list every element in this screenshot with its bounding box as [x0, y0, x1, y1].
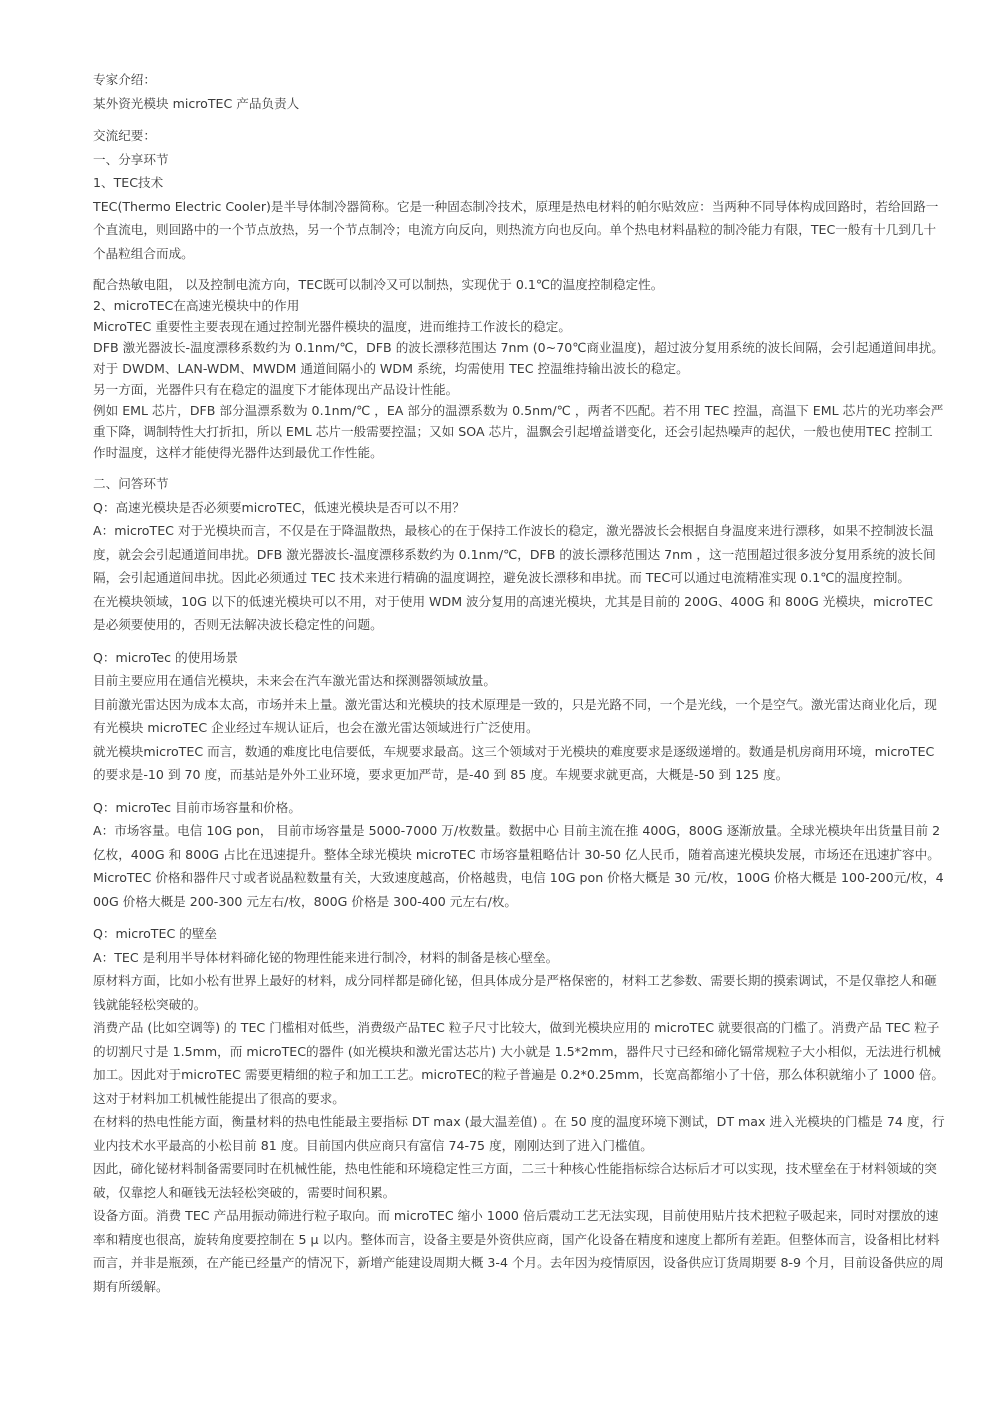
paragraph-thermistor: 配合热敏电阻， 以及控制电流方向，TEC既可以制冷又可以制热，实现优于 0.1℃的温度控制稳定性。 [93, 277, 664, 292]
expert-heading: 专家介绍： [93, 72, 156, 87]
paragraph-eml-soa: 例如 EML 芯片，DFB 部分温漂系数为 0.1nm/℃ ，EA 部分的温漂系数为 0.5nm/℃ ，两者不匹配。若不用 TEC 控温，高温下 EML 芯片的光功率会严重下降，调制特性大打折扣，所以 EML 芯片一般需要控温；又如 SOA 芯片，温飘会引起增益谱变化，还会引起热噪声的起伏，一般也使用TEC 控制工作时温度，这样才能使得光器件达到最优工作性能。 [93, 403, 944, 460]
answer-4-part-2: 原材料方面，比如小松有世界上最好的材料，成分同样都是碲化铋，但具体成分是严格保密的，材料工艺参数、需要长期的摸索调试，不是仅靠挖人和砸钱就能轻松突破的。 [93, 973, 937, 1012]
document-page [93, 68, 945, 1298]
answer-2-part-1: 目前主要应用在通信光模块，未来会在汽车激光雷达和探测器领域放量。 [93, 673, 496, 688]
question-2: Q：microTec 的使用场景 [93, 649, 238, 665]
answer-4-part-5: 因此，碲化铋材料制备需要同时在机械性能，热电性能和环境稳定性三方面，二三十种核心性能指标综合达标后才可以实现，技术壁垒在于材料领域的突破，仅靠挖人和砸钱无法轻松突破的，需要时间积累。 [93, 1161, 937, 1200]
answer-3-part-1: A：市场容量。电信 10G pon， 目前市场容量是 5000-7000 万/枚数量。数据中心 目前主流在推 400G，800G 逐渐放量。全球光模块年出货量目前 2 亿枚，400G 和 800G 占比在迅速提升。整体全球光模块 microTEC 市场容量粗略估计 30-50 亿人民币，随着高速光模块发展，市场还在迅速扩容中。 [93, 823, 941, 862]
answer-4-part-4: 在材料的热电性能方面，衡量材料的热电性能最主要指标 DT max (最大温差值) 。在 50 度的温度环境下测试，DT max 进入光模块的门槛是 74 度，行业内技术水平最高的小松目前 81 度。目前国内供应商只有富信 74-75 度，刚刚达到了进入门槛值。 [93, 1114, 945, 1153]
minutes-heading: 交流纪要： [93, 128, 156, 143]
subsection-tec-heading: 1、TEC技术 [93, 175, 164, 190]
question-3: Q：microTec 目前市场容量和价格。 [93, 799, 301, 815]
subsection-microtec-heading: 2、microTEC在高速光模块中的作用 [93, 298, 300, 313]
section-qa-heading: 二、问答环节 [93, 476, 169, 491]
section-sharing-heading: 一、分享环节 [93, 151, 169, 167]
answer-1: A：microTEC 对于光模块而言，不仅是在于降温散热，最核心的在于保持工作波长的稳定，激光器波长会根据自身温度来进行漂移，如果不控制波长温度，就会会引起通道间串扰。DFB 激光器波长-温度漂移系数约为 0.1nm/℃，DFB 的波长漂移范围达 7nm ，这一范围超过很多波分复用系统的波长间隔，会引起通道间串扰。因此必须通过 TEC 技术来进行精确的温度调控，避免波长漂移和串扰。而 TEC可以通过电流精准实现 0.1℃的温度控制。 [93, 523, 936, 585]
paragraph-stable-temperature: 另一方面，光器件只有在稳定的温度下才能体现出产品设计性能。 [93, 382, 459, 397]
expert-description: 某外资光模块 microTEC 产品负责人 [93, 95, 300, 111]
answer-1-continued: 在光模块领域，10G 以下的低速光模块可以不用，对于使用 WDM 波分复用的高速光模块，尤其是目前的 200G、400G 和 800G 光模块，microTEC 是必须要使用的，否则无法解决波长稳定性的问题。 [93, 593, 933, 632]
paragraph-microtec-importance: MicroTEC 重要性主要表现在通过控制光器件模块的温度，进而维持工作波长的稳定。 [93, 319, 571, 334]
paragraph-dfb-drift: DFB 激光器波长-温度漂移系数约为 0.1nm/℃，DFB 的波长漂移范围达 7nm (0~70℃商业温度)，超过波分复用系统的波长间隔，会引起通道间串扰。对于 DWDM、LAN-WDM、MWDM 通道间隔小的 WDM 系统，均需使用 TEC 控温维持输出波长的稳定。 [93, 340, 944, 376]
answer-4-part-1: A：TEC 是利用半导体材料碲化铋的物理性能来进行制冷，材料的制备是核心壁垒。 [93, 949, 559, 965]
answer-4-part-3: 消费产品 (比如空调等) 的 TEC 门槛相对低些，消费级产品TEC 粒子尺寸比较大，做到光模块应用的 microTEC 就要很高的门槛了。消费产品 TEC 粒子的切割尺寸是 1.5mm，而 microTEC的器件 (如光模块和激光雷达芯片) 大小就是 1.5*2mm，器件尺寸已经和碲化镉常规粒子大小相似，无法进行机械加工。因此对于microTEC 需要更精细的粒子和加工工艺。microTEC的粒子普遍是 0.2*0.25mm，长宽高都缩小了十倍，那么体积就缩小了 1000 倍。这对于材料加工机械性能提出了很高的要求。 [93, 1020, 944, 1106]
answer-3-part-2: MicroTEC 价格和器件尺寸或者说晶粒数量有关，大致速度越高，价格越贵，电信 10G pon 价格大概是 30 元/枚，100G 价格大概是 100-200元/枚，400G 价格大概是 200-300 元左右/枚，800G 价格是 300-400 元左右/枚。 [93, 870, 944, 909]
paragraph-tec-intro: TEC(Thermo Electric Cooler)是半导体制冷器简称。它是一种固态制冷技术，原理是热电材料的帕尔贴效应：当两种不同导体构成回路时，若给回路一个直流电，则回路中的一个节点放热，另一个节点制冷；电流方向反向，则热流方向也反向。单个热电材料晶粒的制冷能力有限，TEC一般有十几到几十个晶粒组合而成。 [93, 198, 939, 261]
question-1: Q：高速光模块是否必须要microTEC，低速光模块是否可以不用？ [93, 499, 465, 515]
answer-4-part-6: 设备方面。消费 TEC 产品用振动筛进行粒子取向。而 microTEC 缩小 1000 倍后震动工艺无法实现，目前使用贴片技术把粒子吸起来，同时对摆放的速率和精度也很高，旋转角度要控制在 5 μ 以内。整体而言，设备主要是外资供应商，国产化设备在精度和速度上都所有差距。但整体而言，设备相比材料而言，并非是瓶颈，在产能已经量产的情况下，新增产能建设周期大概 3-4 个月。去年因为疫情原因，设备供应订货周期要 8-9 个月，目前设备供应的周期有所缓解。 [93, 1208, 944, 1294]
answer-2-part-3: 就光模块microTEC 而言，数通的难度比电信要低，车规要求最高。这三个领域对于光模块的难度要求是逐级递增的。数通是机房商用环境，microTEC 的要求是-10 到 70 度，而基站是外外工业环境，要求更加严苛，是-40 到 85 度。车规要求就更高，大概是-50 到 125 度。 [93, 743, 935, 782]
question-4: Q：microTEC 的壁垒 [93, 926, 218, 941]
answer-2-part-2: 目前激光雷达因为成本太高，市场并未上量。激光雷达和光模块的技术原理是一致的，只是光路不同，一个是光线，一个是空气。激光雷达商业化后，现有光模块 microTEC 企业经过车规认证后，也会在激光雷达领域进行广泛使用。 [93, 696, 937, 735]
